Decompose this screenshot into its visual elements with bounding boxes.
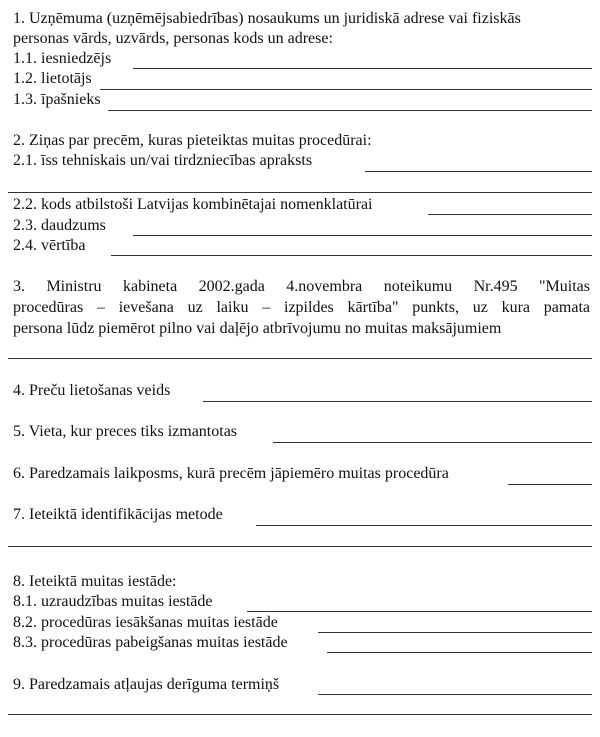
field-label-location: 5. Vieta, kur preces tiks izmantotas [13,423,238,440]
field-location-line[interactable] [273,442,592,443]
field-value-line[interactable] [111,255,592,256]
section8-heading: 8. Ieteiktā muitas iestāde: [13,573,177,590]
field-label-end-office: 8.3. procedūras pabeigšanas muitas iestāde [13,634,288,651]
field-owner-line[interactable] [108,110,592,111]
field-description-line-2[interactable] [8,192,592,193]
section3-line2: procedūras – ievešana uz laiku – izpildes kārtība" punkts, uz kura pamata [13,299,590,316]
field-label-value: 2.4. vērtība [13,237,86,254]
field-label-period: 6. Paredzamais laikposms, kurā precēm jāpiemēro muitas procedūra [13,465,449,482]
field-supervising-office-line[interactable] [247,611,592,612]
section3-line1: 3. Ministru kabineta 2002.gada 4.novembra noteikumu Nr.495 "Muitas [13,278,590,295]
field-usage-line[interactable] [203,401,592,402]
field-regulation-point-line[interactable] [8,358,592,359]
field-label-usage: 4. Preču lietošanas veids [13,382,171,399]
field-label-identification: 7. Ieteiktā identifikācijas metode [13,506,223,523]
field-identification-line[interactable] [256,525,592,526]
field-label-owner: 1.3. īpašnieks [13,91,101,108]
field-cn-code-line[interactable] [428,214,592,215]
field-label-quantity: 2.3. daudzums [13,217,106,234]
field-description-line[interactable] [365,171,592,172]
field-validity-line-2[interactable] [8,714,592,715]
field-period-line[interactable] [508,484,592,485]
section1-heading-line2: personas vārds, uzvārds, personas kods un adrese: [13,30,333,47]
field-label-start-office: 8.2. procedūras iesākšanas muitas iestāde [13,614,278,631]
section3-line3: persona lūdz piemērot pilno vai daļējo atbrīvojumu no muitas maksājumiem [13,320,502,337]
field-label-user: 1.2. lietotājs [13,70,92,87]
field-start-office-line[interactable] [318,632,592,633]
field-validity-line[interactable] [318,694,592,695]
field-label-validity: 9. Paredzamais atļaujas derīguma termiņš [13,676,280,693]
field-end-office-line[interactable] [327,652,592,653]
field-identification-line-2[interactable] [8,546,592,547]
section1-heading-line1: 1. Uzņēmuma (uzņēmējsabiedrības) nosaukums un juridiskā adrese vai fiziskās [13,10,521,27]
field-label-description: 2.1. īss tehniskais un/vai tirdzniecības apraksts [13,152,313,169]
section3-paragraph [13,276,590,339]
field-user-line[interactable] [100,89,592,90]
field-label-applicant: 1.1. iesniedzējs [13,50,112,67]
field-applicant-line[interactable] [133,68,592,69]
field-label-supervising-office: 8.1. uzraudzības muitas iestāde [13,593,213,610]
section2-heading: 2. Ziņas par precēm, kuras pieteiktas muitas procedūrai: [13,132,372,149]
field-label-cn-code: 2.2. kods atbilstoši Latvijas kombinētajai nomenklatūrai [13,196,373,213]
field-quantity-line[interactable] [133,235,592,236]
